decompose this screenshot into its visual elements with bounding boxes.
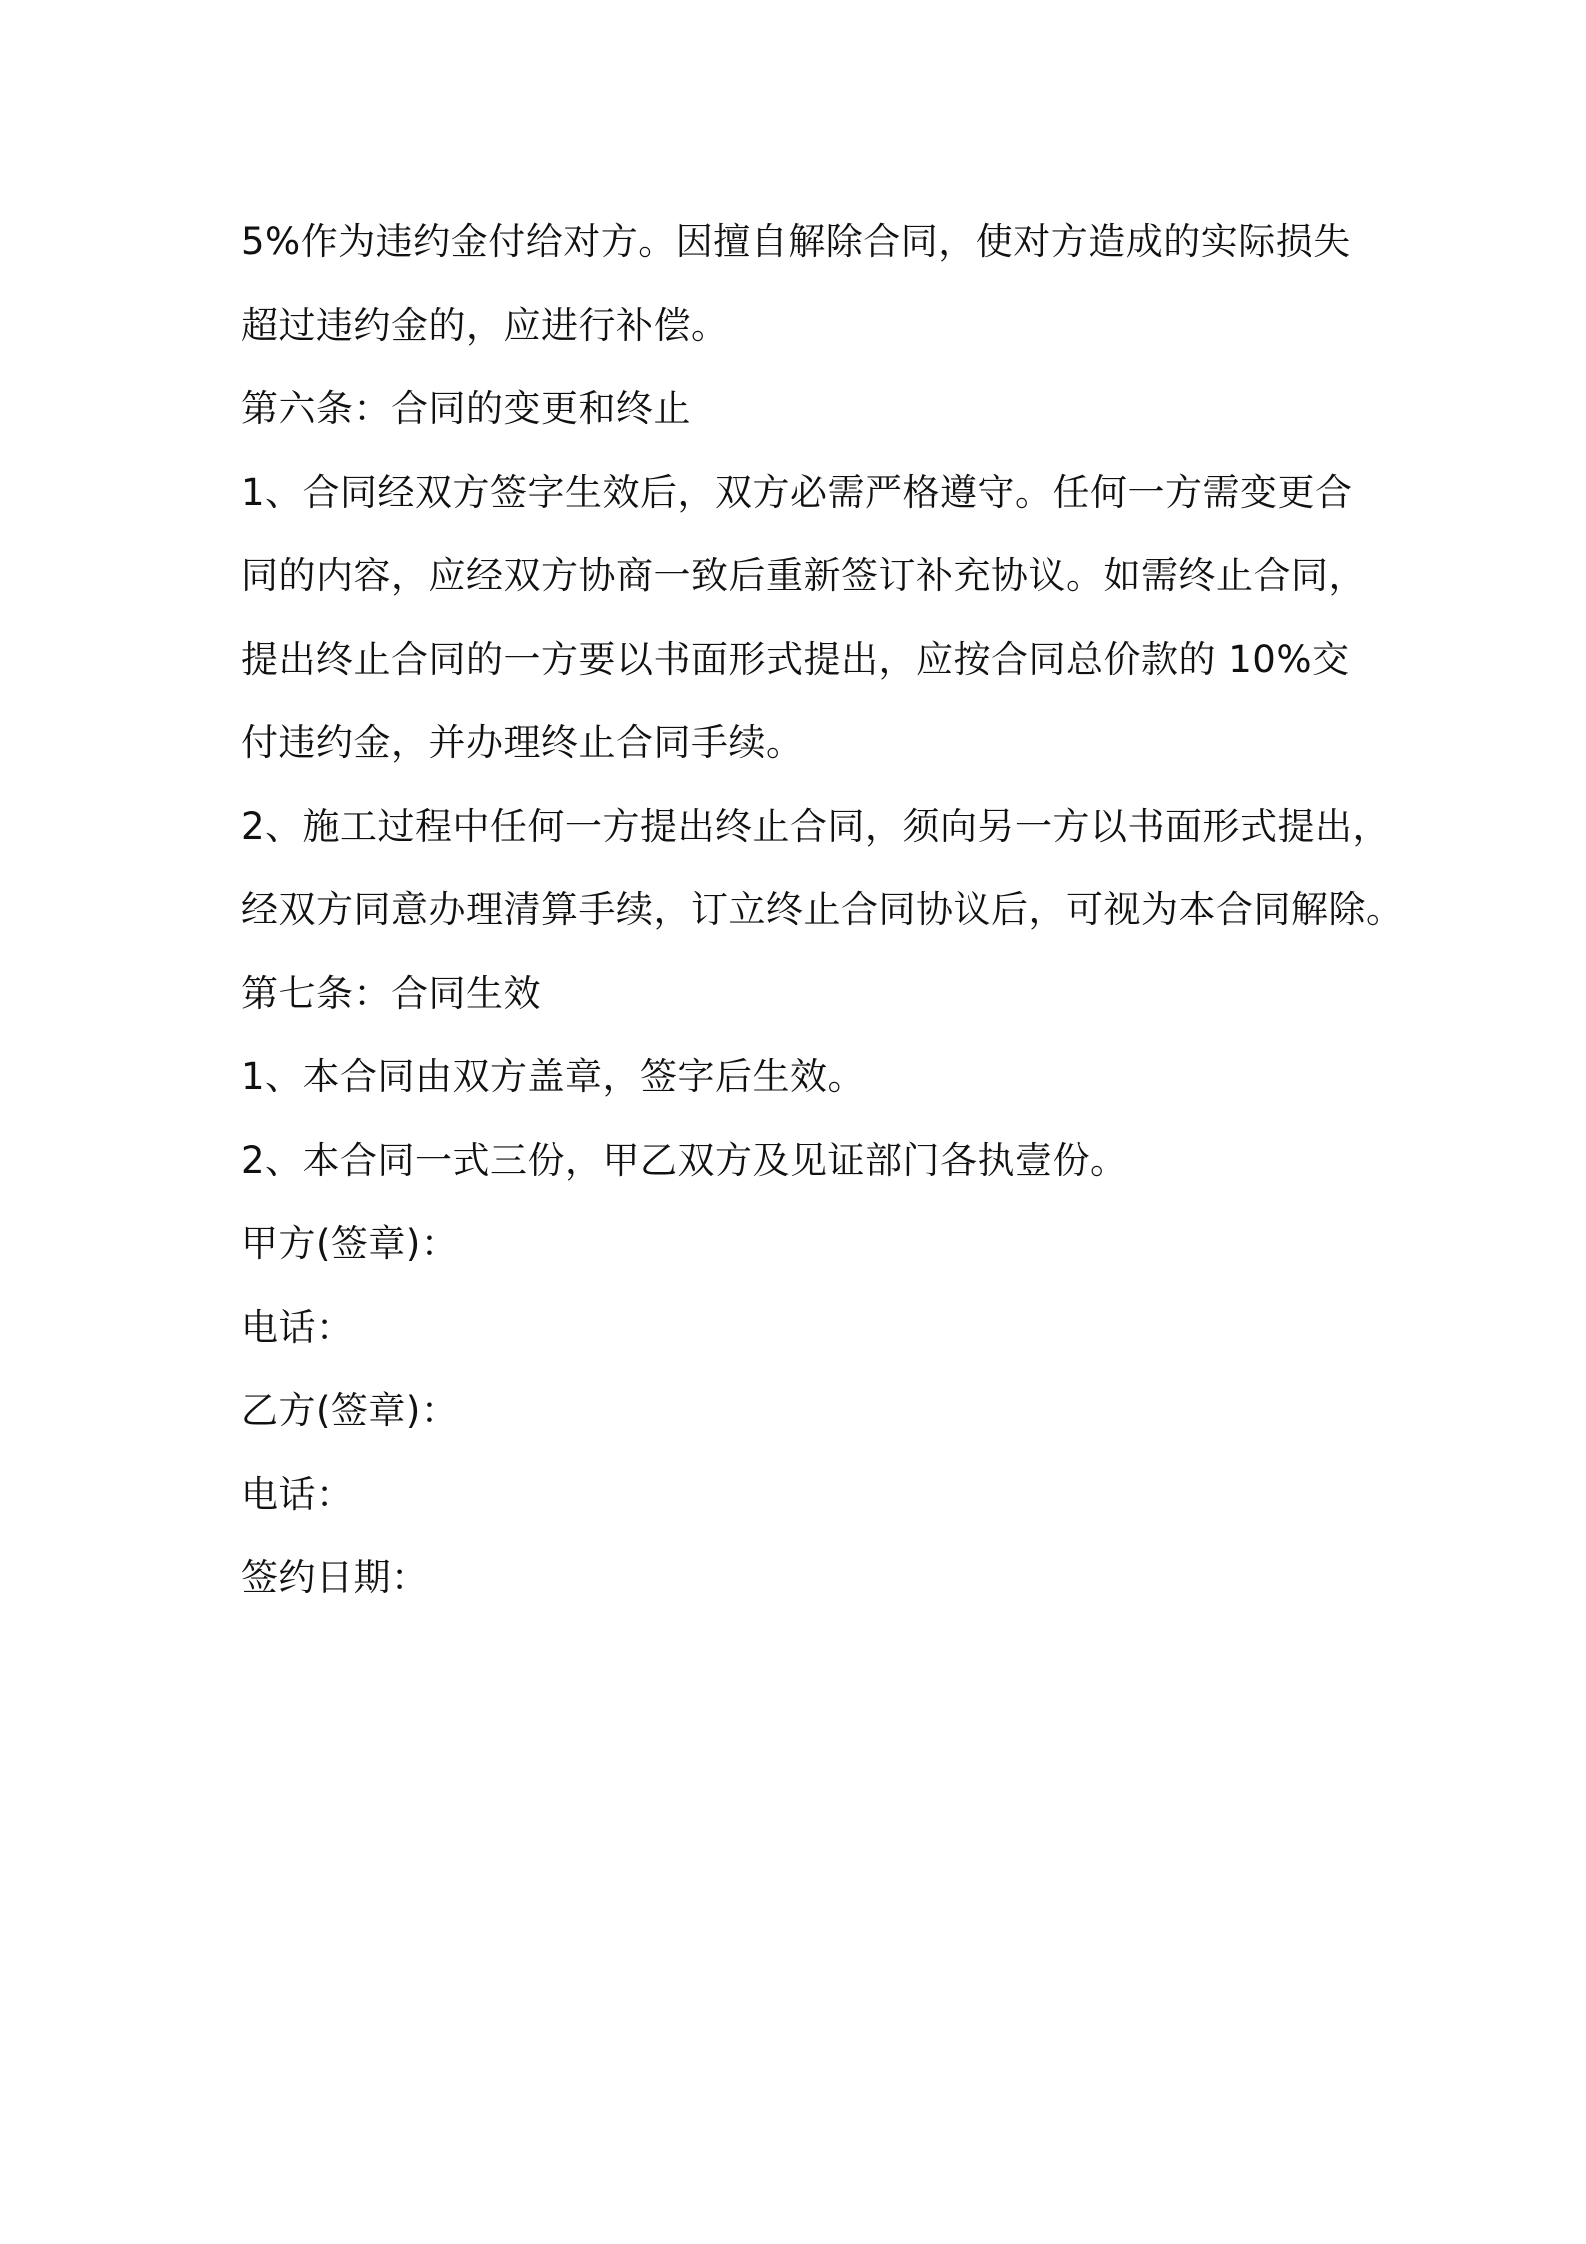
- paragraph-line: 同的内容，应经双方协商一致后重新签订补充协议。如需终止合同，: [241, 554, 1366, 597]
- party-a-phone-label: 电话：: [241, 1305, 354, 1349]
- contract-text: [241, 200, 1404, 1620]
- paragraph-line: 1、本合同由双方盖章，签字后生效。: [241, 1055, 866, 1098]
- paragraph-line: 经双方同意办理清算手续，订立终止合同协议后，可视为本合同解除。: [241, 888, 1404, 931]
- paragraph-line: 1、合同经双方签字生效后，双方必需严格遵守。任何一方需变更合: [241, 470, 1353, 514]
- party-a-signature-label: 甲方(签章)：: [241, 1222, 459, 1265]
- paragraph-line: 付违约金，并办理终止合同手续。: [241, 721, 804, 764]
- paragraph-line: 5%作为违约金付给对方。因擅自解除合同，使对方造成的实际损失: [241, 220, 1351, 263]
- paragraph-line: 提出终止合同的一方要以书面形式提出，应按合同总价款的 10%交: [241, 637, 1350, 681]
- section-heading-article-7: 第七条：合同生效: [241, 971, 541, 1015]
- paragraph-line: 2、本合同一式三份，甲乙双方及见证部门各执壹份。: [241, 1138, 1128, 1182]
- section-heading-article-6: 第六条：合同的变更和终止: [241, 387, 691, 430]
- signing-date-label: 签约日期：: [241, 1556, 429, 1599]
- party-b-signature-label: 乙方(签章)：: [241, 1389, 459, 1432]
- paragraph-line: 2、施工过程中任何一方提出终止合同，须向另一方以书面形式提出，: [241, 804, 1391, 848]
- party-b-phone-label: 电话：: [241, 1472, 354, 1516]
- paragraph-line: 超过违约金的，应进行补偿。: [241, 303, 729, 347]
